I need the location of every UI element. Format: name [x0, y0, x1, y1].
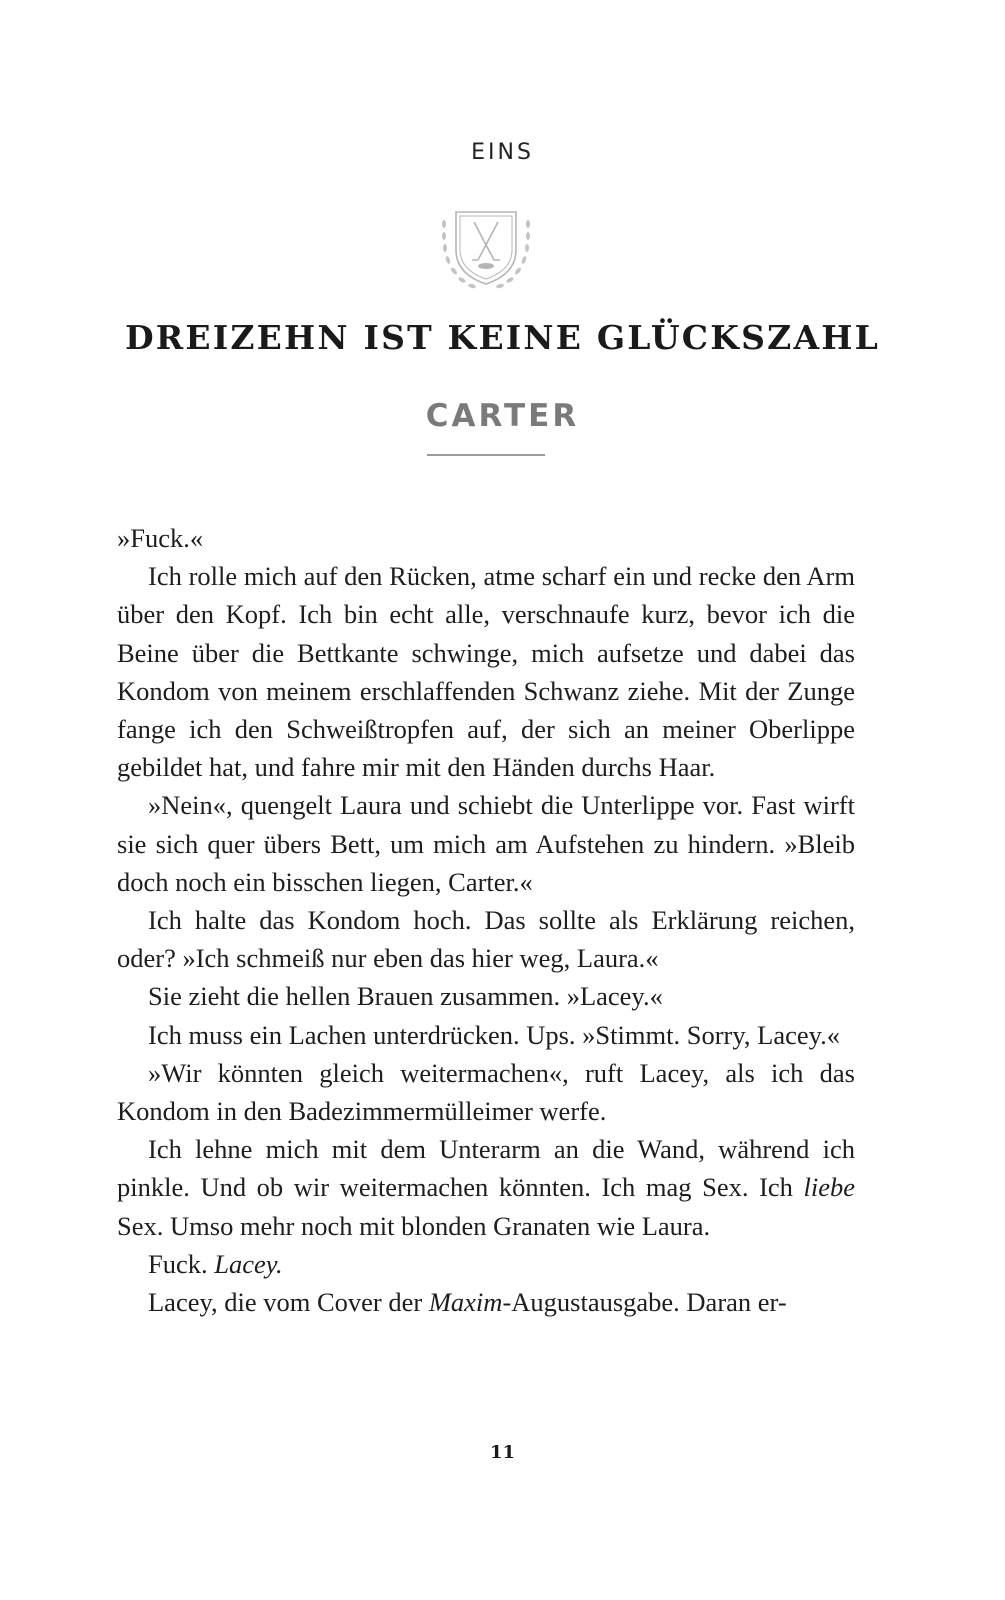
- chapter-number: EINS: [471, 140, 534, 165]
- emphasis: Maxim: [428, 1287, 503, 1318]
- pov-name: CARTER: [425, 398, 580, 434]
- paragraph: »Nein«, quengelt Laura und schiebt die Unterlippe vor. Fast wirft sie sich quer übers Bett, um mich am Aufstehen zu hindern. »Bleib doch noch ein bisschen liegen, Carter.«: [117, 790, 855, 897]
- paragraph: »Fuck.«: [117, 523, 204, 553]
- emphasis: Lacey.: [214, 1248, 283, 1279]
- chapter-title: DREIZEHN IST KEINE GLÜCKSZAHL: [124, 318, 881, 357]
- hockey-crest-icon: [434, 206, 538, 298]
- paragraph: Sie zieht die hellen Brauen zusammen. »Lacey.«: [148, 981, 663, 1012]
- paragraph: Ich lehne mich mit dem Unterarm an die Wand, während ich pinkle. Und ob wir weitermachen könnten. Ich mag Sex. Ich liebe Sex. Umso mehr noch mit blonden Granaten wie Laura.: [117, 1134, 855, 1241]
- emphasis: liebe: [803, 1172, 855, 1203]
- paragraph: »Wir könnten gleich weitermachen«, ruft Lacey, als ich das Kondom in den Badezimmermülleimer werfe.: [117, 1057, 855, 1127]
- body-text: [117, 519, 855, 1321]
- page-number: 11: [489, 1442, 516, 1463]
- pov-divider: [427, 454, 545, 456]
- paragraph: Fuck. Lacey.: [148, 1248, 283, 1279]
- paragraph: Ich muss ein Lachen unterdrücken. Ups. »Stimmt. Sorry, Lacey.«: [148, 1019, 841, 1050]
- paragraph: Ich rolle mich auf den Rücken, atme scharf ein und recke den Arm über den Kopf. Ich bin echt alle, verschnaufe kurz, bevor ich die Beine über die Bettkante schwinge, mich aufsetze und dabei das Kondom von meinem erschlaffenden Schwanz ziehe. Mit der Zunge fange ich den Schweißtropfen auf, der sich an meiner Oberlippe gebildet hat, und fahre mir mit den Händen durchs Haar.: [117, 561, 855, 783]
- paragraph: Ich halte das Kondom hoch. Das sollte als Erklärung reichen, oder? »Ich schmeiß nur eben das hier weg, Laura.«: [117, 905, 855, 974]
- paragraph: Lacey, die vom Cover der Maxim-Augustausgabe. Daran er-: [148, 1287, 787, 1318]
